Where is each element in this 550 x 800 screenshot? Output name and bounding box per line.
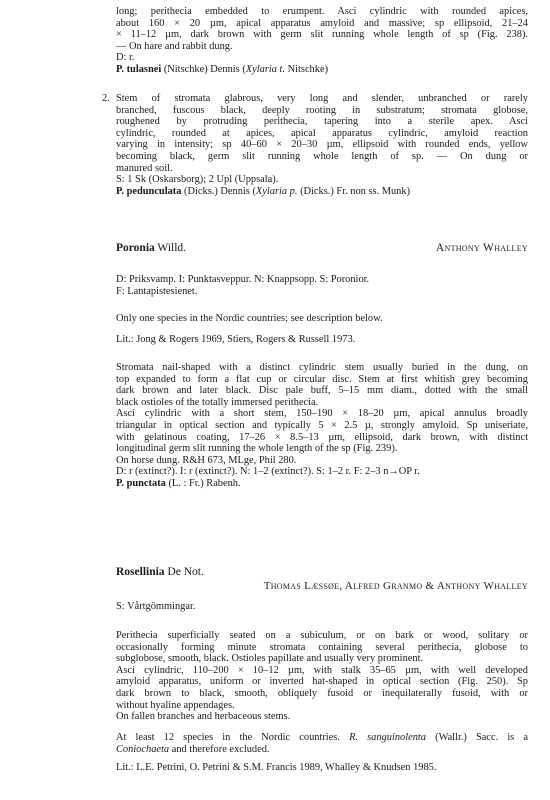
poronia-vernacular <box>116 274 528 297</box>
genus-authority: Willd. <box>154 242 187 254</box>
text-line: Stem of stromata glabrous, very long and slender, unbranched or rarely <box>116 93 528 104</box>
text-line: Asci cylindric, 110–200 × 10–12 µm, with stalk 35–65 µm, with well developed <box>116 664 528 676</box>
vernacular-names: S: Vårtgömmingar. <box>116 601 196 612</box>
literature-line: Lit.: L.E. Petrini, O. Petrini & S.M. Francis 1989, Whalley & Knudsen 1985. <box>116 762 437 773</box>
text-line: Only one species in the Nordic countries; see description below. <box>116 313 383 324</box>
section-authors: Thomas Læssøe, Alfred Granmo & Anthony Whalley <box>263 580 528 592</box>
text-line: branched, fuscous black, deeply rooting in substratum; stromata globose, <box>116 104 528 116</box>
text-line: Coniochaeta and therefore excluded. <box>116 743 270 755</box>
text-line: with gelatinous coating, 17–26 × 8.5–13 µm, ellipsoid, dark brown, with distinct <box>116 431 528 443</box>
text-line: varying in intensity; sp 40–60 × 20–30 µm, ellipsoid with rounded ends, yellow <box>116 139 528 151</box>
text-line: top expanded to form a flat cup or circular disc. Stem at first whitish grey becoming <box>116 373 528 385</box>
distribution-line: D: r (extinct?). I: r (extinct?). N: 1–2 (extinct?). S: 1–2 r. F: 2–3 n→OP r. <box>116 466 420 478</box>
species-name: R. sanguinolenta <box>349 732 427 743</box>
text-line: without hyaline appendages. <box>116 699 235 711</box>
text-line: roughened by protruding perithecia, tapering into a sterile apex. Asci <box>116 116 528 128</box>
text-line: longitudinal germ slit running the whole length of the sp (Fig. 239). <box>116 443 398 455</box>
species-name: P. pedunculata <box>116 185 182 197</box>
text-line: cylindric, rounded at apices, apical apparatus cylindric, amyloid reaction <box>116 127 528 139</box>
poronia-description <box>116 362 528 490</box>
text-line: Perithecia superficially seated on a subiculum, or on bark or wood, solitary or <box>116 630 528 641</box>
synonym: Xylaria p. <box>255 185 298 197</box>
text-line: long; perithecia embedded to erumpent. Asci cylindric with rounded apices, <box>116 6 528 17</box>
genus-name: Rosellinia <box>116 566 165 578</box>
rosellinia-literature <box>116 762 528 774</box>
text-line: dark brown to black, smooth, obliquely fusoid or inequilaterally fusoid, with or <box>116 687 528 699</box>
text-line: — On hare and rabbit dung. <box>116 40 233 52</box>
text-line: subglobose, smooth, black. Ostioles papillate and usually very prominent. <box>116 653 424 665</box>
text-line: dark brown and later black. Disc pale buff, 5–15 mm diam., dotted with the small <box>116 385 528 397</box>
species-name-line: P. pedunculata (Dicks.) Dennis (Xylaria p. (Dicks.) Fr. non ss. Munk) <box>116 185 411 197</box>
text-line: occasionally forming minute stromata containing several perithecia, globose to <box>116 641 528 653</box>
text-line: On horse dung. R&H 673, MLge, Phil 280. <box>116 454 297 466</box>
text-line: At least 12 species in the Nordic countries. R. sanguinolenta (Wallr.) Sacc. is a <box>116 732 528 743</box>
tulasnei-entry <box>116 6 528 76</box>
text-line: Stromata nail-shaped with a distinct cylindric stem usually buried in the dung, on <box>116 362 528 373</box>
genus-name: Coniochaeta <box>116 743 170 755</box>
rosellinia-authors <box>116 576 528 594</box>
text-line: becoming black, germ slit running whole length of sp. — On dung or <box>116 150 528 162</box>
couplet-number: 2. <box>102 93 110 104</box>
species-name: P. tulasnei <box>116 63 162 75</box>
vernacular-names: F: Lantapistesienet. <box>116 285 198 297</box>
text-line: S: 1 Sk (Oskarsborg); 2 Upl (Uppsala). <box>116 174 279 186</box>
genus-authority: De Not. <box>164 566 204 578</box>
genus-name: Poronia <box>116 242 155 254</box>
key-couplet-2 <box>102 93 528 197</box>
poronia-literature <box>116 334 528 346</box>
text-line: × 11–12 µm, dark brown with germ slit running whole length of sp (Fig. 238). <box>116 29 528 41</box>
text-line: amyloid apparatus, uniform or inverted hat-shaped in optical section (Fig. 250). Sp <box>116 676 528 688</box>
text-line: Asci cylindric with a short stem, 150–190 × 18–20 µm, apical annulus broadly <box>116 408 528 420</box>
literature-line: Lit.: Jong & Rogers 1969, Stiers, Rogers & Russell 1973. <box>116 334 356 345</box>
text-line: triangular in optical section and typically 5 × 2.5 µ, strongly amyloid. Sp uniseriate, <box>116 419 528 431</box>
text-line: manured soil. <box>116 162 173 174</box>
text-line: On fallen branches and herbaceous stems. <box>116 711 291 723</box>
section-author: Anthony Whalley <box>435 242 528 254</box>
species-name-line: P. punctata (L. : Fr.) Rabenh. <box>116 477 241 489</box>
vernacular-names: D: Priksvamp. I: Punktasveppur. N: Knappsopp. S: Poronior. <box>116 274 370 285</box>
text-line: about 160 × 20 µm, apical apparatus amyloid and massive; sp ellipsoid, 21–24 <box>116 17 528 29</box>
species-name-line: P. tulasnei (Nitschke) Dennis (Xylaria t. Nitschke) <box>116 63 329 75</box>
genus-heading-poronia <box>116 242 528 254</box>
rosellinia-description <box>116 630 528 723</box>
poronia-note <box>116 313 528 325</box>
text-line: black ostioles of the totally immersed perithecia. <box>116 396 319 408</box>
rosellinia-species-count <box>116 732 528 755</box>
synonym: Xylaria t. <box>245 63 286 75</box>
text-line: D: r. <box>116 52 135 64</box>
rosellinia-vernacular <box>116 601 528 613</box>
species-name: P. punctata <box>116 477 166 489</box>
